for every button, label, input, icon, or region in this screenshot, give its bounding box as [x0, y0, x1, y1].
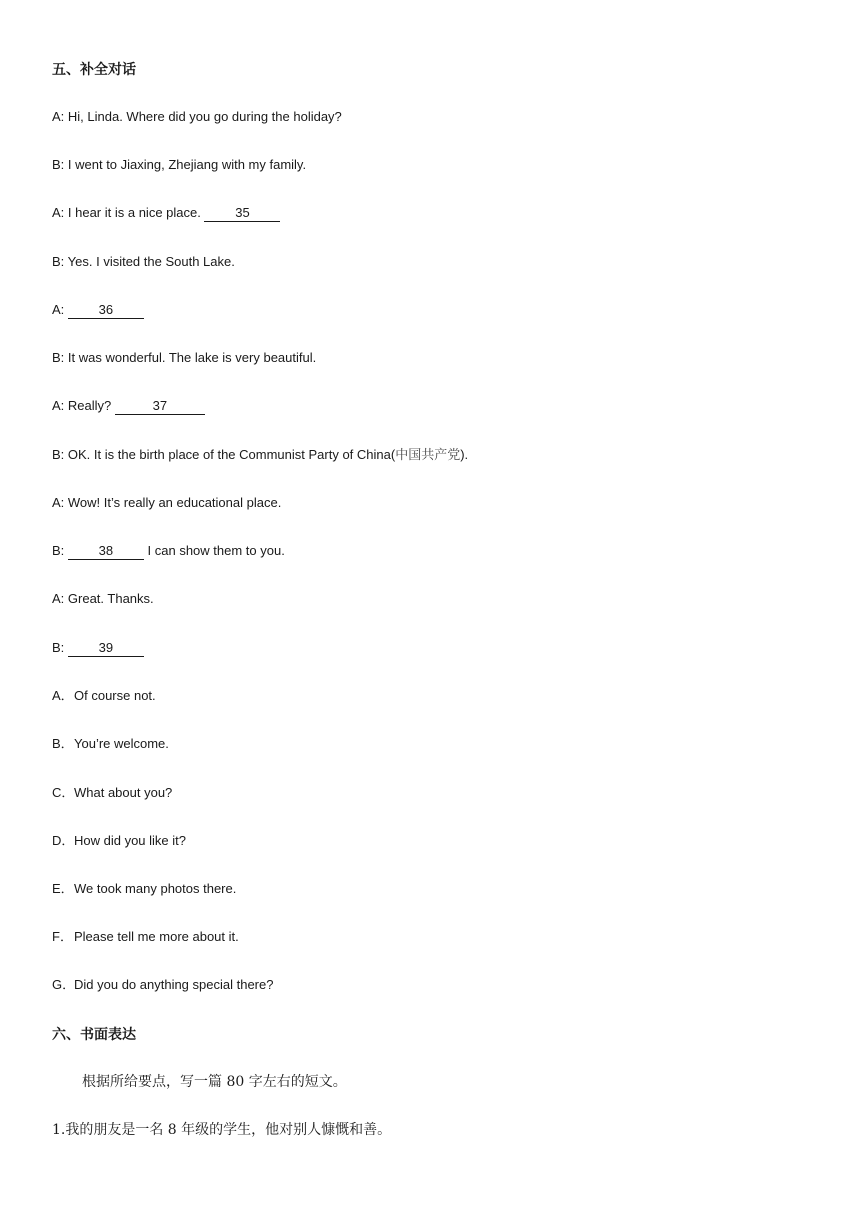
dialogue-line-2: B: I went to Jiaxing, Zhejiang with my family.: [52, 157, 307, 172]
dialogue-text: I can show them to you.: [143, 543, 285, 558]
option-text: Did you do anything special there?: [74, 977, 274, 992]
option-text: Please tell me more about it.: [74, 929, 239, 944]
option-letter: E．: [52, 881, 74, 896]
option-c: [52, 783, 172, 803]
option-text: You’re welcome.: [74, 736, 169, 751]
dialogue-text: A: I hear it is a nice place.: [52, 205, 205, 220]
option-f: [52, 927, 239, 947]
option-letter: A．: [52, 688, 74, 703]
option-a: [52, 686, 156, 706]
dialogue-line-12: [52, 638, 144, 658]
option-letter: C．: [52, 785, 75, 800]
option-text: How did you like it?: [74, 833, 186, 848]
dialogue-text: B: OK. It is the birth place of the Communist Party of China(: [52, 447, 396, 462]
option-text: We took many photos there.: [74, 881, 237, 896]
option-text: Of course not.: [74, 688, 156, 703]
dialogue-line-6: B: It was wonderful. The lake is very beautiful.: [52, 350, 317, 365]
dialogue-text: A: Really?: [52, 398, 115, 413]
section6-title: 六、书面表达: [52, 1026, 136, 1042]
section6-point-1: 1.我的朋友是一名 8 年级的学生，他对别人慷慨和善。: [52, 1122, 392, 1138]
option-text: What about you?: [74, 785, 173, 800]
dialogue-text: ).: [460, 447, 469, 462]
blank-36: 36: [68, 302, 144, 319]
section5-title: 五、补全对话: [52, 61, 136, 77]
dialogue-line-10: [52, 541, 285, 561]
chinese-annotation: 中国共产党: [395, 448, 461, 463]
dialogue-line-3: [52, 203, 280, 223]
dialogue-line-7: [52, 396, 205, 416]
dialogue-line-1: A: Hi, Linda. Where did you go during the holiday?: [52, 109, 342, 124]
option-letter: F．: [52, 929, 73, 944]
option-letter: G．: [52, 977, 76, 992]
option-d: [52, 831, 186, 851]
dialogue-line-4: B: Yes. I visited the South Lake.: [52, 254, 235, 269]
option-g: [52, 975, 273, 995]
option-b: [52, 734, 169, 754]
dialogue-line-9: A: Wow! It’s really an educational place.: [52, 495, 282, 510]
dialogue-line-5: [52, 300, 144, 320]
section6-instruction: 根据所给要点，写一篇 80 字左右的短文。: [82, 1074, 347, 1090]
option-letter: D．: [52, 833, 75, 848]
option-e: [52, 879, 236, 899]
blank-35: 35: [204, 205, 280, 222]
blank-39: 39: [68, 640, 144, 657]
blank-38: 38: [68, 543, 144, 560]
option-letter: B．: [52, 736, 74, 751]
dialogue-text: B:: [52, 640, 68, 655]
dialogue-line-8: [52, 445, 468, 466]
blank-37: 37: [115, 398, 205, 415]
dialogue-text: B:: [52, 543, 68, 558]
dialogue-line-11: A: Great. Thanks.: [52, 591, 154, 606]
dialogue-text: A:: [52, 302, 68, 317]
